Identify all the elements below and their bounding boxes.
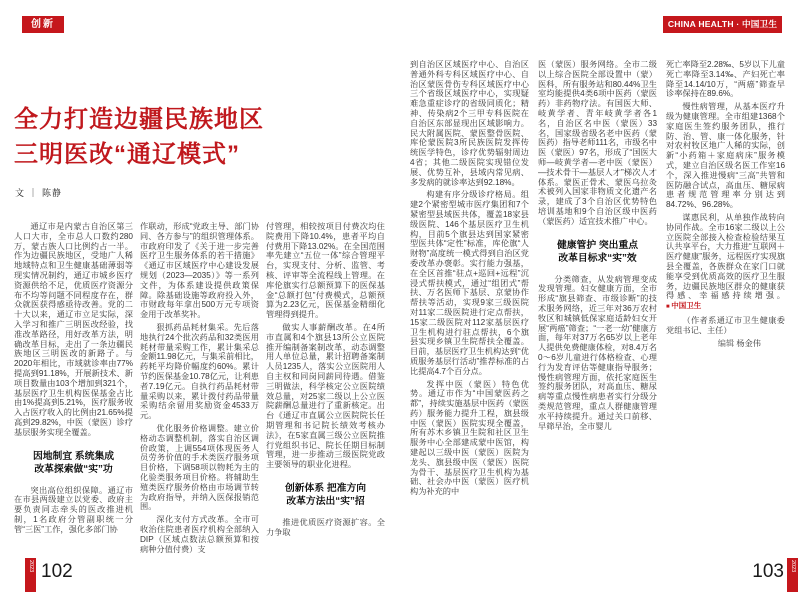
subhead-1: 因地制宜 系统集成 改革探索做“实”功 bbox=[32, 450, 115, 476]
paragraph: 狠抓药品耗材集采。先后落地执行24个批次药品和32类医用耗材带量采购工作，累计集采总金额11.98亿元，与集采前相比，药耗平均降价幅度约60%。累计节约医保基金10.78亿元，让利患者7.19亿元。自执行药品耗材带量采购以来，累计拨付药品带量采购结余留用奖励资金4533万元。 bbox=[140, 322, 259, 421]
left-page-column-2 bbox=[140, 222, 259, 554]
paragraph: 到自治区区域医疗中心、自治区普通外科专科区域医疗中心、自治区蒙医骨伤专科区域医疗中心三个省级区域医疗中心，实现疑难急重症诊疗的省级同质化；精神、传染病2个三甲专科医院在自治区东部显现出区域影响力。民大附属医院、蒙医整骨医院、库伦蒙医院3所民族医院发挥传统医学特色，诊疗优势辐射周边4省；其他二级医院实现错位发展、优势互补，县域内常见病、多发病的就诊率达到92.18%。 bbox=[410, 60, 529, 187]
paragraph: 推进优质医疗资源扩容。全力争取 bbox=[266, 517, 385, 537]
author-note: （作者系通辽市卫生健康委党组书记、主任） bbox=[666, 315, 785, 335]
editor-label: 编辑 bbox=[717, 338, 735, 348]
article-title-line1: 全力打造边疆民族地区 bbox=[14, 106, 264, 133]
page-number-right: 103 bbox=[752, 561, 784, 582]
paragraph: 医（蒙医）服务网络。全市二级以上综合医院全部设置中（蒙）医科，所有服务站和80.44%卫生室均能提供4类6项中医药（蒙医药）非药物疗法。有国医大师、岐黄学者、青年岐黄学者各1名，自治区名中医（蒙医）33名，国家级省级名老中医药（蒙医药）指导老师111名，市级名中医（蒙医）97名，形成了“国医大师—岐黄学者—老中医（蒙医）—技术骨干—基层人才”梯次人才体系。蒙医正骨术、蒙医乌拉灸术被列入国家非物质文化遗产名录，建成了3个自治区优势特色培训基地和9个自治区级中医药（蒙医药）适宜技术推广中心。 bbox=[538, 60, 657, 226]
page-number-left: 102 bbox=[41, 561, 73, 582]
editor-name: 杨金伟 bbox=[736, 338, 761, 348]
paragraph: 付管理，相较按项目付费次均住院费用下降10.4%，患者平均自付费用下降13.02%。在全国范围率先建立“五位一体”综合管理平台，实现支付、分析、监管、考核、评审等全流程线上管理。在库伦旗实行总额预算下的医保基金“总额打包”付费模式，总额预算为2.23亿元，医保基金精细化管理得到提升。 bbox=[266, 222, 385, 320]
paragraph: 做实人事薪酬改革。在4所市直属和4个旗县13所公立医院推开编制备案制改革，动态调整用人单位总量，累计招聘备案制人员1235人，落实公立医院用人自主权和同岗同薪同待遇。借鉴三明做法，科学核定公立医院绩效总量，对25家二级以上公立医院薪酬总量进行了重新核定。出台《通辽市直属公立医院院长任期管理和书记院长绩效考核办法》，在5家直属三级公立医院推行党组织书记、院长任期目标制管理，进一步推动三级医院党政主要领导的职业化进程。 bbox=[266, 322, 385, 470]
paragraph-text: 谋惠民利，从单独作战转向协同作战。全市16家二级以上公立医院全部接入检查检验结果互认共享平台，大力推进“互联网＋医疗健康”服务，远程医疗实现旗县全覆盖，各族群众在家门口就能享受到优质高效的医疗卫生服务，边疆民族地区群众的健康获得感、幸福感持续增强。 bbox=[666, 212, 785, 301]
issue-spine-tab-left: 2023 bbox=[25, 558, 36, 592]
paragraph: 发挥中医（蒙医）特色优势。通辽市作为“中国蒙医药之都”，持续实施基层中医药（蒙医药）服务能力提升工程，旗县级中医（蒙医）医院实现全覆盖，所有苏木乡镇卫生院和社区卫生服务中心全部建成蒙中医馆，构建起以三级中医（蒙医）医院为龙头、旗县级中医（蒙医）医院为骨干、基层医疗卫生机构为基础、社会办中医（蒙医）医疗机构为补充的中 bbox=[410, 379, 529, 497]
article-title bbox=[14, 102, 354, 172]
right-page-column-2 bbox=[538, 60, 657, 584]
paragraph: 深化支付方式改革。全市可收治住院患者医疗机构全部纳入DIP（区域点数法总额预算和按病种分值付费）支 bbox=[140, 515, 259, 554]
paragraph bbox=[666, 213, 785, 313]
issue-spine-tab-right: 2023 bbox=[787, 558, 798, 592]
paragraph: 构建有序分级诊疗格局。组建2个紧密型城市医疗集团和7个紧密型县域医共体，覆盖18家县级医院、146个基层医疗卫生机构，目前5个旗县达到国家紧密型医共体“定性”标准，库伦旗“人财物”高度统一模式得到自治区党委改革办褒彰。实行能力强基，在全区首推“驻点+巡回+远程”沉浸式帮扶模式，通过“组团式”帮扶、万名医师下基层、京蒙协作帮扶等活动，实现9家三级医院对11家二级医院进行定点帮扶，15家二级医院对112家基层医疗卫生机构进行驻点帮扶，6个旗县实现乡镇卫生院帮扶全覆盖。目前，基层医疗卫生机构达到“优质服务基层行活动”推荐标准的占比提高4.7个百分点。 bbox=[410, 190, 529, 376]
article-title-line2: 三明医改“通辽模式” bbox=[14, 141, 240, 168]
right-page-column-1 bbox=[410, 60, 529, 584]
editor-note bbox=[666, 339, 785, 349]
subhead-3: 健康管护 突出重点 改革目标求“实”效 bbox=[556, 239, 639, 265]
byline: 文 ｜ 陈静 bbox=[15, 188, 63, 198]
paragraph: 突出高位组织保障。通辽市在市县两级建立以党委、政府主要负责同志牵头的医改推进机制，1名政府分管副职统一分管“三医”工作，强化多部门协 bbox=[14, 485, 133, 534]
magazine-banner: CHINA HEALTH · 中国卫生 bbox=[663, 16, 782, 33]
left-page-column-3 bbox=[266, 222, 385, 548]
section-badge: 创新 bbox=[22, 16, 64, 33]
paragraph: 死亡率降至2.28‰、5岁以下儿童死亡率降至3.14‰、产妇死亡率降至14.14/10万，“两癌”筛查早诊率保持在89.6%。 bbox=[666, 60, 785, 99]
article-end-mark: ■ 中国卫生 bbox=[666, 301, 701, 310]
right-page-column-3 bbox=[666, 60, 785, 584]
paragraph: 优化服务价格调整。建立价格动态调整机制，落实自治区调价政策，上调554项体现医务人员劳务价值的手术类医疗服务项目价格，下调58项以物耗为主的化验类服务项目价格。将辅助生殖类医疗服务价格由市场调节转为政府指导，并纳入医保报销范围。 bbox=[140, 423, 259, 512]
paragraph: 作联动，形成“党政主导、部门协同、各方参与”的组织管理体系。市政府印发了《关于进一步完善医疗卫生服务体系的若干措施》《通辽市区域医疗中心建设发展规划（2023—2035）》等一系列文件，为体系建设提供政策保障。除基础设施等政府投入外，市财政每年拿出500万元专项资金用于改革奖补。 bbox=[140, 222, 259, 320]
paragraph: 分类筛查，从发病管理变成发现管理。妇女健康方面，全市形成“旗县筛查、市级诊断”的技术服务网络，近三年对36万农村牧区和城镇低保家庭适龄妇女开展“两癌”筛查；“一老一幼”健康方面，每年对37万名65岁以上老年人提供免费健康体检，对8.4万名0～6岁儿童进行体格检查、心理行为发育评估等健康指导服务；慢性病管理方面，依托家庭医生签约服务团队，对高血压、糖尿病等重点慢性病患者实行分级分类规范管理，重点人群健康管理水平持续提升。通过关口前移、早筛早治，全市婴儿 bbox=[538, 274, 657, 431]
paragraph: 通辽市是内蒙古自治区第三人口大市，全市总人口数约280万，蒙古族人口比例约占一半。作为边疆民族地区，受地广人稀地域特点和卫生健康基础薄弱等现实情况制约，通辽市城乡医疗资源供给不足，优质医疗资源分布不均等问题不同程度存在，群众就医获得感亟待改善。党的二十大以来，通辽市立足实际，深入学习和推广三明医改经验，找准改革路径，用好改革方法，明确改革目标，走出了一条边疆民族地区三明医改的新路子。与2020年相比，市域就诊率由77%提高到91.18%，开展新技术、新项目数量由103个增加到321个，基层医疗卫生机构医保基金占比由1%提高到5.21%，医疗服务收入占医疗收入的比例由21.65%提高到29.82%，中医（蒙医）诊疗基层服务实现全覆盖。 bbox=[14, 222, 133, 437]
subhead-2: 创新体系 把准方向 改革方法出“实”招 bbox=[284, 482, 367, 508]
left-page-column-1 bbox=[14, 222, 133, 548]
paragraph: 慢性病管理，从基本医疗升级为健康管理。全市组建1368个家庭医生签约服务团队，推行防、治、管、康一体化服务，针对农村牧区地广人稀的实际，创新“小药箱＋家庭病床”服务模式，建立自治区级名医工作室16个，深入推进慢病“三高”共管和医防融合试点，高血压、糖尿病患者规范管理率分别达到84.72%、96.28%。 bbox=[666, 102, 785, 210]
